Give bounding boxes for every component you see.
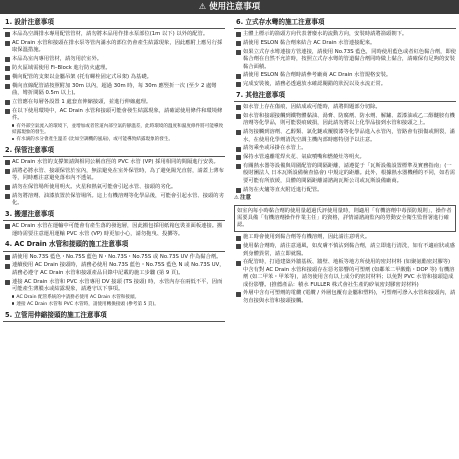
list-item-text: 保持水管遠離電焊火花、氣砍噴嘴和燃燒灶等明火。 <box>243 154 365 161</box>
list-item <box>234 234 456 241</box>
list-item <box>234 49 456 71</box>
square-bullet-icon <box>236 164 241 169</box>
list-item-text: 請使用 No.73S 藍色・No.75S 藍色 N・No.73S・No.75S 或 No.73S UV 作為黏合劑。 <box>12 253 222 260</box>
square-bullet-icon <box>5 160 10 165</box>
list-item <box>234 154 456 161</box>
square-bullet-icon <box>236 236 241 241</box>
list-item-text: AC Drain 水管的支撐架請與相同公稱直徑的 PVC 水管 (VP) 採用相同的間隔進行安裝。 <box>12 158 219 165</box>
list-item <box>234 243 456 258</box>
list-item <box>3 56 225 63</box>
square-bullet-icon <box>5 280 10 285</box>
list-item-text: 如水管和接頭接觸到鐵物體黏油、湯膏、防腐劑、防水劑、解鏽、蓋漆油或乙二醇醚胺有機溶劑等化學品，則可能裂痕破損，因此請勿將以上化學品接到水管和接頭之上。 <box>243 113 455 127</box>
list-item <box>3 279 225 294</box>
square-bullet-icon <box>5 255 10 260</box>
dot-bullet-icon <box>12 295 14 297</box>
square-bullet-icon <box>236 82 241 87</box>
list-item <box>3 223 225 238</box>
square-bullet-icon <box>5 169 10 174</box>
section-heading: 6. 立式存水彎的施工注意事項 <box>234 17 456 29</box>
list-item-text: 主體上標示的箭頭方向代表著廢水的流動方向，安裝時請將箭頭朝下。 <box>243 31 408 38</box>
section-heading: 4. AC Drain 水管和接頭的施工注意事項 <box>3 239 225 251</box>
list-item <box>3 99 225 106</box>
sub-note-text: AC Drain 配管系統的中請務必使用 AC Drain 水管和接頭。 <box>16 294 140 300</box>
square-bullet-icon <box>5 75 10 80</box>
list-item <box>234 104 456 111</box>
dot-bullet-icon <box>12 138 14 140</box>
warning-banner <box>0 0 459 14</box>
square-bullet-icon <box>236 114 241 119</box>
list-item <box>234 40 456 47</box>
caution-icon: ⚠ <box>234 195 239 202</box>
list-item-text: 連接 AC Drain 水管和 PVC 水管專用 DV 接頭 (TS 接頭) 時，水管內存在兩低不平，因而可能產生薄膜水或結露現象，請遵守以下事項。 <box>12 278 223 293</box>
list-item <box>3 168 225 183</box>
list-item-text: 有關熱水器等設備與周圍配管的間隔距離，請遵從于「瓦斯設備設置標準及實務指南」(一般財團法人 日本瓦斯設備檢查協會) 中規定的距離。此外，根據熱水器機種的不同，如若需要可能有所放緩，具體的間隔距離請諮詢瓦斯公司或瓦斯設備廠商。 <box>243 163 456 184</box>
section-heading: 5. 立管用伸縮接頭的施工注意事項 <box>3 310 225 322</box>
list-item <box>234 31 456 38</box>
list-item-text: 如果立式存水彎連接方管連接，請使用 No.73S 藍色，同時使用藍色或者紅色黏合劑，即使黏合劑在自然不允許時，按照立式存水彎的管道黏合劑同時做上黏合，請確保有足夠的安裝黏合面積。 <box>243 48 456 70</box>
sub-note <box>3 302 225 308</box>
list-item-text: 在以下使用環境中，AC Drain 水管和接頭可能會發生結露現象，請確認使用條件和環境條件。 <box>12 107 223 122</box>
sub-note <box>3 124 225 136</box>
list-item-text: 防火區域需使用 Fi–Block 進行防火處理。 <box>12 65 111 72</box>
list-item <box>234 81 456 88</box>
list-item-text: 使用黏合劑時，請注意通風，如皮膚不慎沾到黏合劑，請立即進行清洗，如有不適症狀或感到身體異常，請立即就醫。 <box>243 243 455 257</box>
square-bullet-icon <box>5 66 10 71</box>
list-item-text: AC Drain 水管和接頭在排水泵等管內滿水的部位仍會產生結露現象，因此應附上應另行採取保溫措施。 <box>12 40 223 54</box>
square-bullet-icon <box>5 264 10 269</box>
banner-title: 使用注意事項 <box>209 2 261 12</box>
list-item <box>3 254 225 261</box>
list-item <box>234 113 456 128</box>
square-bullet-icon <box>236 130 241 135</box>
list-item <box>234 72 456 79</box>
sub-note <box>3 137 225 143</box>
list-item <box>234 129 456 144</box>
list-item <box>3 31 225 38</box>
list-item <box>3 83 225 98</box>
list-item-text: 連續使用 AC Drain 接頭時，請務必使用 No.73S 藍色・No.75S 藍色 N 或 No.73S UV，請務必遵守 AC Drain 水管和接頭產品目錄中記載的施工步驟 (第 9 頁)。 <box>12 262 225 276</box>
caution-heading-text: 注意 <box>239 195 251 202</box>
square-bullet-icon <box>236 74 241 79</box>
list-item <box>234 145 456 152</box>
list-item <box>3 74 225 81</box>
square-bullet-icon <box>236 261 241 266</box>
list-item-text: 施工時會使用到黏合劑等有機溶劑，因此請注意明火。 <box>243 234 371 241</box>
list-item <box>234 259 456 289</box>
square-bullet-icon <box>236 292 241 297</box>
square-bullet-icon <box>236 50 241 55</box>
list-item <box>3 184 225 191</box>
square-bullet-icon <box>5 32 10 37</box>
square-bullet-icon <box>5 224 10 229</box>
square-bullet-icon <box>5 100 10 105</box>
list-item-text: 外層中含有可塑劑的電纜 (電纜 / 外層包覆有金屬和塑料)，可塑劑可滲入水管和接頭內，請勿直接與水管和接頭接觸。 <box>243 290 456 304</box>
list-item-text: 在配管時，打通建築外牆基板、牆壁、地板等地方所使用的密封材料 (如聚氨酯密封膠等) 中含有對 AC Drain 水管和接頭存在惡劣影響的可塑劑 (如鄰苯二甲酸酯・DOP 等) 有機溶劑 (如二甲苯・甲苯等)，請勿使用含有以上成分的密封材料；以免對 PVC 水管和接頭造成成份影響。(推薦產品：積水 FULLER 株式會社生產的矽氧密封膠密封材料) <box>243 259 455 288</box>
list-item-text: 請使用 ESLON 黏合劑時請參考廠商 AC Drain 水管規格安裝。 <box>243 72 392 79</box>
section-heading: 1. 設計注意事項 <box>3 17 225 29</box>
list-item-text: 立管應在每層各設置 1 處套直伸縮接頭，並進行伸縮處理。 <box>12 98 152 105</box>
square-bullet-icon <box>236 41 241 46</box>
section-heading: 7. 其他注意事項 <box>234 90 456 102</box>
square-bullet-icon <box>236 155 241 160</box>
sub-note-text: 連接 AC Drain 水管和 PVC 水管時，請使用轉換接頭 (參考第 5 頁)。 <box>16 302 159 308</box>
square-bullet-icon <box>5 185 10 190</box>
list-item-text: 請將必將水管、接頭保管於室內，無法避免在室外保管時，為了避免陽光直射，請蓋上薄布等，同時應注意避免落布內不透氣。 <box>12 167 224 182</box>
square-bullet-icon <box>236 188 241 193</box>
list-item-text: 完成安裝後，請務必透過放水確認閥錯的狀況以及水流正常。 <box>243 81 387 88</box>
square-bullet-icon <box>5 109 10 114</box>
square-bullet-icon <box>236 244 241 249</box>
list-item-text: 本品為室內專用管材，請勿用於室外。 <box>12 56 103 63</box>
list-item-text: AC Drain 水管在運輸中可能會有產生落的發泡層，因此搬包採用紙箱包裝並面板連接。搬運時需要注意運用運輸 PVC 水管 (VP) 時更加小心，請勿拖曳、投擲等。 <box>12 223 223 237</box>
list-item-text: 請使用 ESLON 黏合劑來結合 AC Drain 水管連接配來。 <box>243 40 376 47</box>
square-bullet-icon <box>236 147 241 152</box>
list-item <box>3 262 225 277</box>
sub-note <box>3 295 225 301</box>
warning-icon: ⚠ <box>198 2 207 11</box>
list-item-text: 請勿接觸到溶劑、乙醇類、氯化鏈或覆膜漆等化學品進入水管內，管路會有損傷或開裂，滿水，在使用化學劑清洗空調主機內部時應特別予以注意。 <box>243 129 455 143</box>
list-item <box>3 40 225 55</box>
section-heading: 3. 搬運注意事項 <box>3 209 225 221</box>
dot-bullet-icon <box>12 124 14 126</box>
caution-box: 如室內每小時黏合劑的使用量超過氏評使用量時，則適用「有機溶劑中毒預防規則」，操作者需要具備「有機溶劑操作作業主任」的資格，詳情請諮詢監內的勞動安全衛生監督署進行確認。 <box>234 205 456 232</box>
square-bullet-icon <box>5 84 10 89</box>
list-item-text: 橫向配管的支架以金屬吊架 (托有螺栓固定式吊架) 為基礎。 <box>12 73 152 80</box>
square-bullet-icon <box>5 194 10 199</box>
section-heading: 2. 保管注意事項 <box>3 145 225 157</box>
list-item <box>234 187 456 194</box>
list-item <box>234 163 456 185</box>
left-column <box>3 17 225 324</box>
list-item-text: 本品為空調排水專用配管管材，請勿將本品用作排水泵部位(1m 以下) 以外的配管。 <box>12 31 209 38</box>
right-column <box>234 17 456 307</box>
list-item <box>3 65 225 72</box>
list-item-text: 如水管上存在傷痕，因結成或可能時，請將問題部分切除。 <box>243 104 381 111</box>
list-item-text: 請勿將溶劑、油漆放置於保管場所。這上有機溶劑等化學品後，可能會引起水管、接頭的劣化。 <box>12 192 224 207</box>
list-item <box>3 108 225 123</box>
list-item-text: 請勿在保管場所使用明火。火星和熱氣可能會引起水管、接頭的劣化。 <box>12 183 177 190</box>
list-item <box>234 290 456 305</box>
list-item-text: 請勿乘坐或吊掛在水管上。 <box>243 145 307 152</box>
square-bullet-icon <box>5 41 10 46</box>
caution-heading <box>234 195 456 203</box>
square-bullet-icon <box>236 32 241 37</box>
list-item-text: 請勿在火爐等直火附近進行配管。 <box>243 186 323 193</box>
sub-note-text: 有水滴的水分會產生溫差 (比如空調機的風扇)，或可能導致結露現象的發生。 <box>16 137 174 143</box>
sub-note-text: 有外部空氣流入的環境下，並增加或者管道內部空氣的靜溫差，此時環境的溫度和濕度條件將可能導致結露現象的發生。 <box>12 123 224 135</box>
square-bullet-icon <box>5 57 10 62</box>
list-item <box>3 193 225 208</box>
list-item <box>3 159 225 166</box>
list-item-text: 橫向直線配管請按照附加 30m 以內，超過 30m 時，每 30m 應竪折一次 (至少 2 處彎曲，彎折間隔 0.5m 以上)。 <box>12 82 217 97</box>
dot-bullet-icon <box>12 302 14 304</box>
square-bullet-icon <box>236 105 241 110</box>
